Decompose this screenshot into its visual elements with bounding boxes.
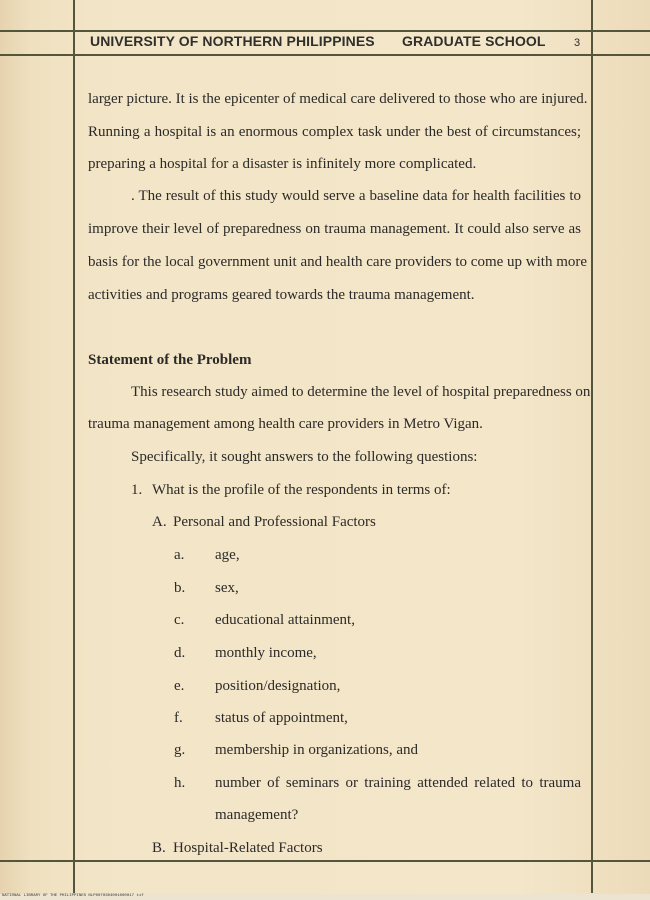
paragraph-2-line-4: activities and programs geared towards the trauma management.	[88, 287, 475, 303]
list-item-letter: b.	[174, 580, 186, 596]
header-bottom-line	[0, 54, 650, 56]
university-name: UNIVERSITY OF NORTHERN PHILIPPINES	[90, 33, 375, 49]
question-1-text: What is the profile of the respondents in terms of:	[152, 482, 451, 498]
list-item-text: number of seminars or training attended related to trauma	[215, 775, 581, 791]
group-b-letter: B.	[152, 840, 166, 856]
group-a-label: Personal and Professional Factors	[173, 514, 376, 530]
list-item-letter: e.	[174, 678, 185, 694]
paragraph-2-line-3: basis for the local government unit and health care providers to come up with more	[88, 254, 588, 270]
list-item-text: educational attainment,	[215, 612, 355, 628]
list-item-text: age,	[215, 547, 240, 563]
question-1-number: 1.	[131, 482, 143, 498]
list-item-letter: a.	[174, 547, 185, 563]
section-heading: Statement of the Problem	[88, 352, 252, 368]
school-name: GRADUATE SCHOOL	[402, 33, 546, 49]
list-item-text: monthly income,	[215, 645, 317, 661]
paragraph-2-line-2: improve their level of preparedness on trauma management. It could also serve as	[88, 221, 581, 237]
right-border-line	[591, 0, 593, 893]
list-item-letter: f.	[174, 710, 183, 726]
header-top-line	[0, 30, 650, 32]
list-item-text: sex,	[215, 580, 239, 596]
paragraph-1-line-2: Running a hospital is an enormous complex task under the best of circumstances;	[88, 124, 581, 140]
footer-line	[0, 860, 650, 862]
page-number: 3	[574, 37, 581, 49]
list-item-letter: g.	[174, 742, 186, 758]
section-intro-line-1: This research study aimed to determine the level of hospital preparedness on	[131, 384, 591, 400]
page-header	[90, 33, 580, 53]
list-item-letter: c.	[174, 612, 185, 628]
list-item-text: status of appointment,	[215, 710, 348, 726]
paragraph-1-line-1: larger picture. It is the epicenter of medical care delivered to those who are injured.	[88, 91, 588, 107]
list-item-text: membership in organizations, and	[215, 742, 419, 758]
left-border-line	[73, 0, 75, 893]
specifically-line: Specifically, it sought answers to the following questions:	[131, 449, 478, 465]
list-item-letter: d.	[174, 645, 186, 661]
list-item-continuation: management?	[215, 807, 299, 823]
section-intro-line-2: trauma management among health care providers in Metro Vigan.	[88, 416, 483, 432]
list-item-letter: h.	[174, 775, 186, 791]
group-a-letter: A.	[152, 514, 167, 530]
scan-footer: NATIONAL LIBRARY OF THE PHILIPPINES NLP0070304001000017 tif	[2, 894, 144, 898]
group-b-label: Hospital-Related Factors	[173, 840, 323, 856]
list-item-text: position/designation,	[215, 678, 341, 694]
paragraph-1-line-3: preparing a hospital for a disaster is infinitely more complicated.	[88, 156, 477, 172]
paragraph-2-line-1: . The result of this study would serve a baseline data for health facilities to	[131, 188, 581, 204]
